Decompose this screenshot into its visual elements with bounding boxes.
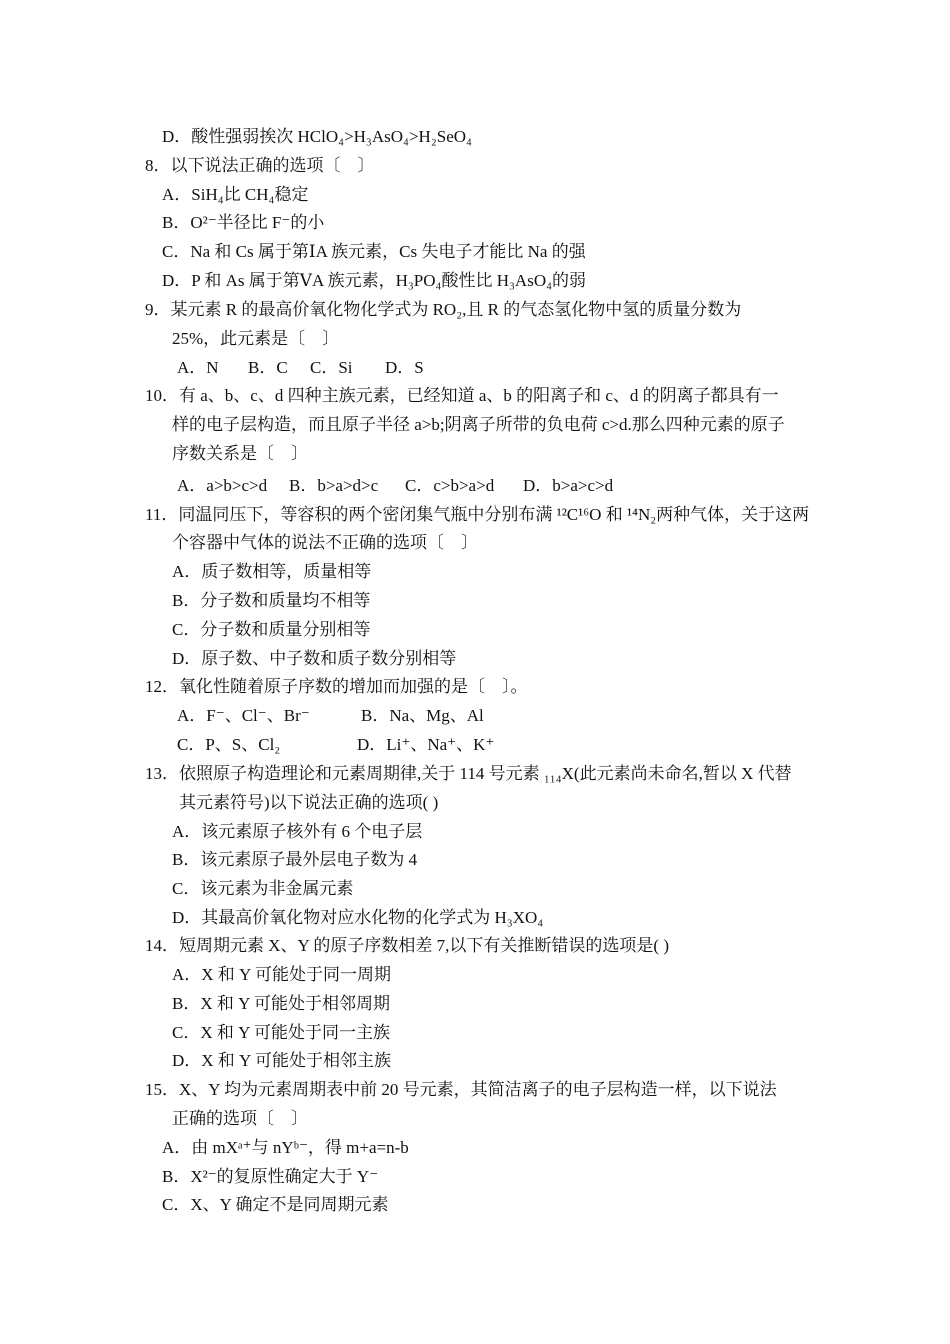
q12-options-row1 (177, 705, 484, 727)
q12-stem: 12．氧化性随着原子序数的增加而加强的是〔 〕。 (145, 677, 528, 696)
q11-option-b: B．分子数和质量均不相等 (172, 591, 371, 610)
q13-option-b: B．该元素原子最外层电子数为 4 (172, 850, 418, 869)
q10-option-b: B．b>a>d>c (289, 476, 379, 495)
q15-option-a: A．由 mXᵃ⁺与 nYᵇ⁻，得 m+a=n-b (162, 1138, 409, 1157)
q10-option-d: D．b>a>c>d (523, 476, 614, 495)
q12-options-row2 (177, 734, 494, 756)
q14-option-c: C．X 和 Y 可能处于同一主族 (172, 1023, 391, 1042)
q11-stem-line1: 11．同温同压下，等容积的两个密闭集气瓶中分别布满 ¹²C¹⁶O 和 ¹⁴N₂两种气体，关于这两 (145, 505, 810, 524)
q10-option-a: A．a>b>c>d (177, 476, 268, 495)
q7-option-d: D．酸性强弱挨次 HClO₄>H₃AsO₄>H₂SeO₄ (162, 127, 472, 146)
q14-option-b: B．X 和 Y 可能处于相邻周期 (172, 994, 391, 1013)
q13-option-d: D．其最高价氧化物对应水化物的化学式为 H₃XO₄ (172, 908, 544, 927)
q8-option-c: C．Na 和 Cs 属于第ⅠA 族元素，Cs 失电子才能比 Na 的强 (162, 242, 586, 261)
q13-stem-line1: 13．依照原子构造理论和元素周期律,关于 114 号元素 ₁₁₄X(此元素尚未命名,暂以 X 代替 (145, 764, 792, 783)
q13-option-a: A．该元素原子核外有 6 个电子层 (172, 822, 423, 841)
q10-stem-line3: 序数关系是〔 〕 (172, 444, 308, 463)
q10-stem-line1: 10．有 a、b、c、d 四种主族元素，已经知道 a、b 的阳离子和 c、d 的阴离子都具有一 (145, 386, 779, 405)
q12-option-c: C．P、S、Cl₂ (177, 735, 281, 754)
q10-option-c: C．c>b>a>d (405, 476, 495, 495)
q10-stem-line2: 样的电子层构造，而且原子半径 a>b;阴离子所带的负电荷 c>d.那么四种元素的原子 (172, 415, 785, 434)
q14-option-d: D．X 和 Y 可能处于相邻主族 (172, 1051, 391, 1070)
q11-option-a: A．质子数相等，质量相等 (172, 562, 372, 581)
q11-option-c: C．分子数和质量分别相等 (172, 620, 371, 639)
q12-option-b: B．Na、Mg、Al (361, 706, 484, 725)
q14-option-a: A．X 和 Y 可能处于同一周期 (172, 965, 391, 984)
q9-stem-line1: 9．某元素 R 的最高价氧化物化学式为 RO₂,且 R 的气态氢化物中氢的质量分数为 (145, 300, 742, 319)
q13-option-c: C．该元素为非金属元素 (172, 879, 354, 898)
q15-option-b: B．X²⁻的复原性确定大于 Y⁻ (162, 1167, 379, 1186)
q14-stem: 14．短周期元素 X、Y 的原子序数相差 7,以下有关推断错误的选项是( ) (145, 936, 669, 955)
q15-stem-line1: 15．X、Y 均为元素周期表中前 20 号元素，其简洁离子的电子层构造一样，以下说法 (145, 1080, 777, 1099)
q15-option-c: C．X、Y 确定不是同周期元素 (162, 1195, 389, 1214)
q9-option-d: D．S (385, 358, 424, 377)
q8-stem: 8．以下说法正确的选项〔 〕 (145, 156, 375, 175)
q12-option-a: A．F⁻、Cl⁻、Br⁻ (177, 706, 310, 725)
q12-option-d: D．Li⁺、Na⁺、K⁺ (357, 735, 495, 754)
q11-stem-line2: 个容器中气体的说法不正确的选项〔 〕 (172, 533, 478, 552)
q13-stem-line2: 其元素符号)以下说法正确的选项( ) (179, 793, 439, 812)
q8-option-b: B．O²⁻半径比 F⁻的小 (162, 213, 325, 232)
q9-option-a: A．N (177, 358, 219, 377)
q11-option-d: D．原子数、中子数和质子数分别相等 (172, 649, 457, 668)
q9-stem-line2: 25%，此元素是〔 〕 (172, 329, 340, 348)
q10-options (177, 475, 613, 497)
q9-option-b: B．C (248, 358, 288, 377)
q8-option-a: A．SiH₄比 CH₄稳定 (162, 185, 309, 204)
q15-stem-line2: 正确的选项〔 〕 (172, 1109, 308, 1128)
q8-option-d: D．P 和 As 属于第ⅤA 族元素，H₃PO₄酸性比 H₃AsO₄的弱 (162, 271, 587, 290)
q9-options (177, 357, 424, 379)
q9-option-c: C．Si (310, 358, 353, 377)
